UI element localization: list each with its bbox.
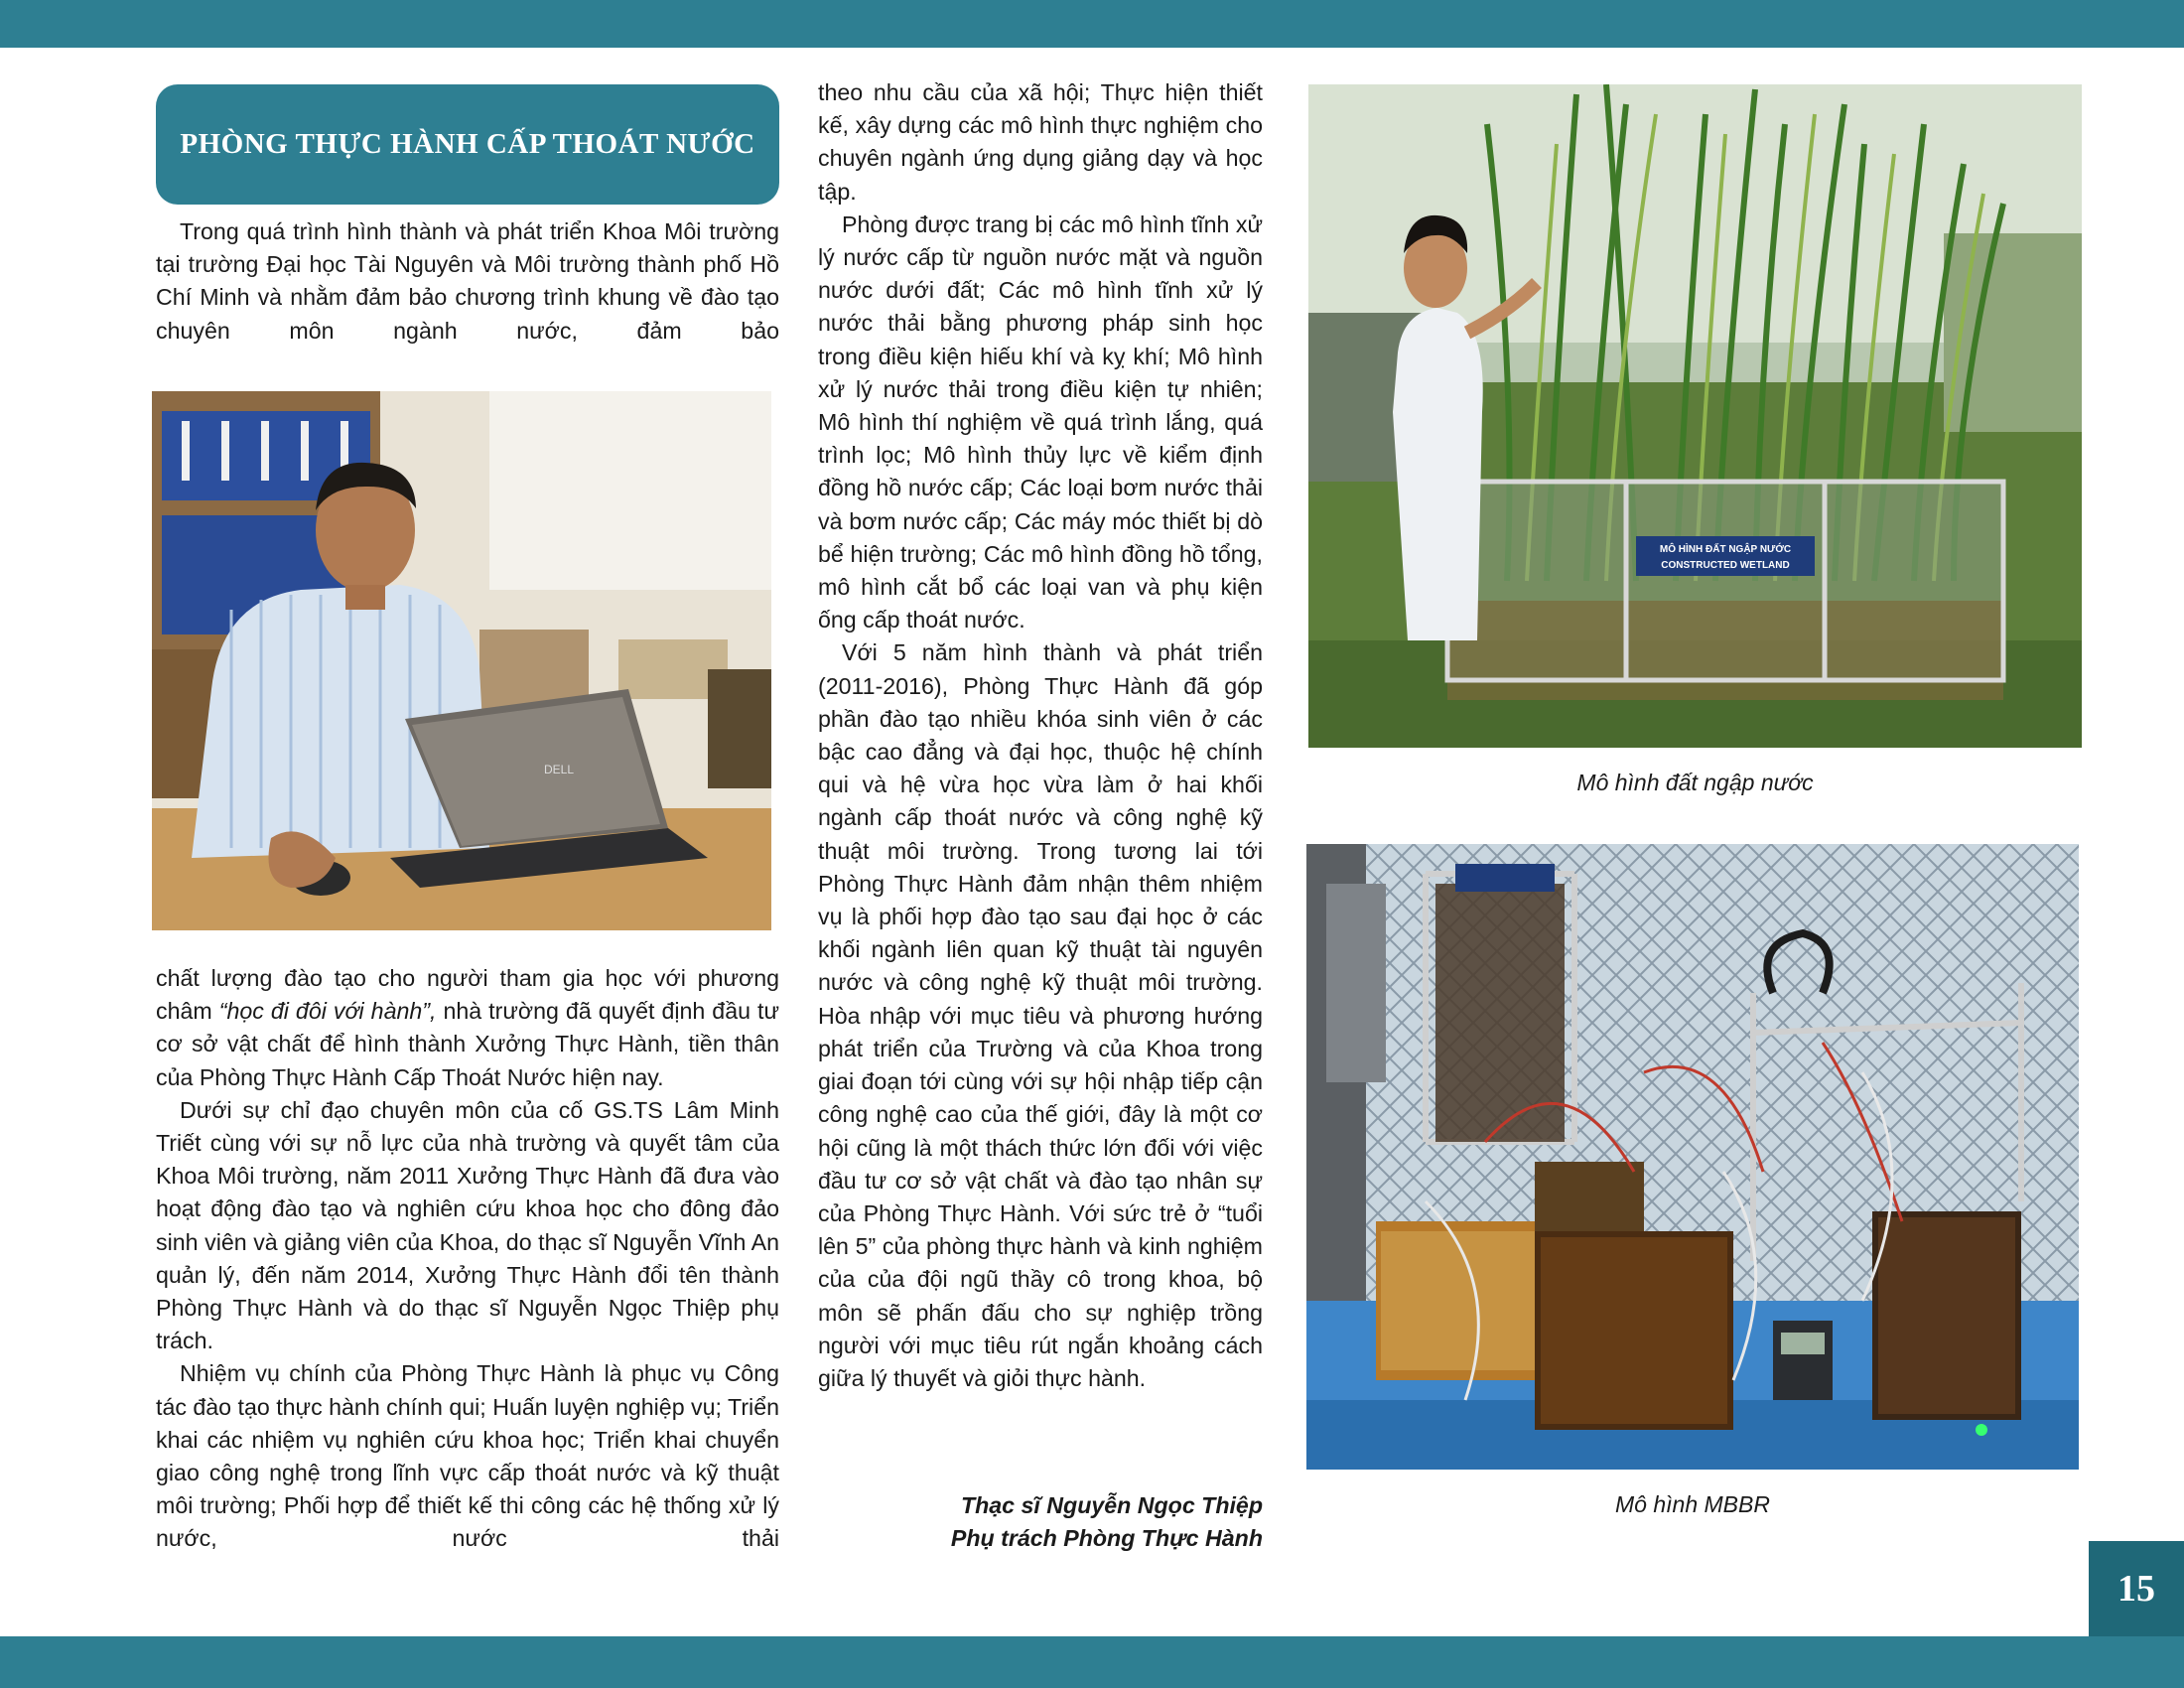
wetland-sign-line2: CONSTRUCTED WETLAND: [1661, 560, 1790, 571]
col2-text-block: [818, 76, 1263, 1395]
paragraph-development: Với 5 năm hình thành và phát triển (2011-2016), Phòng Thực Hành đã góp phần đào tạo nhiều khóa sinh viên ở các bậc cao đẳng và đại học, thuộc hệ chính qui và hệ vừa học vừa làm ở hai khối ngành cấp thoát nước và công nghệ kỹ thuật môi trường. Trong tương lai tới Phòng Thực Hành đảm nhận thêm nhiệm vụ là phối hợp đào tạo sau đại học ở các khối ngành liên quan kỹ thuật tài nguyên nước và công nghệ kỹ thuật môi trường. Hòa nhập với mục tiêu và phương hướng phát triển của Trường và của Khoa trong giai đoạn tới cùng với sự hội nhập tiếp cận công nghệ cao của thế giới, đây là một cơ hội cũng là một thách thức lớn đối với việc đầu tư cơ sở vật chất và đào tạo nhân sự của Phòng Thực Hành. Với sức trẻ ở “tuổi lên 5” của phòng thực hành và kinh nghiệm của của đội ngũ thầy cô trong khoa, bộ môn sẽ phấn đấu cho sự nghiệp trồng người với mục tiêu rút ngắn khoảng cách giữa lý thuyết và giỏi thực hành.: [818, 639, 1263, 1391]
author-signature: [814, 1489, 1263, 1555]
caption-wetland: Mô hình đất ngập nước: [1576, 770, 1814, 795]
laptop-logo: DELL: [544, 763, 575, 776]
author-name: Thạc sĩ Nguyễn Ngọc Thiệp: [960, 1492, 1263, 1518]
photo-man-laptop: [152, 391, 771, 930]
intro-text-block: [156, 215, 779, 348]
photo-constructed-wetland: [1308, 84, 2082, 748]
paragraph-mission-cont: theo nhu cầu của xã hội; Thực hiện thiết kế, xây dựng các mô hình thực nghiệm cho chuyên ngành ứng dụng giảng dạy và học tập.: [818, 79, 1263, 205]
photo-mbbr-model: [1306, 844, 2079, 1470]
author-role: Phụ trách Phòng Thực Hành: [950, 1525, 1263, 1551]
col1-text-block: [156, 962, 779, 1556]
bottom-bar: [0, 1636, 2184, 1688]
paragraph-motto: [156, 962, 779, 1094]
wetland-sign-line1: MÔ HÌNH ĐẤT NGẬP NƯỚC: [1659, 544, 1792, 555]
intro-paragraph: Trong quá trình hình thành và phát triển Khoa Môi trường tại trường Đại học Tài Nguyên và Môi trường thành phố Hồ Chí Minh và nhằm đảm bảo chương trình khung về đào tạo chuyên môn ngành nước, đảm bảo: [156, 218, 779, 344]
paragraph-history: Dưới sự chỉ đạo chuyên môn của cố GS.TS Lâm Minh Triết cùng với sự nỗ lực của nhà trường và quyết tâm của Khoa Môi trường, năm 2011 Xưởng Thực Hành đã đưa vào hoạt động đào tạo và nghiên cứu khoa học cho đông đảo sinh viên và giảng viên của Khoa, do thạc sĩ Nguyễn Vĩnh An quản lý, đến năm 2014, Xưởng Thực Hành đổi tên thành Phòng Thực Hành và do thạc sĩ Nguyễn Ngọc Thiệp phụ trách.: [156, 1096, 779, 1354]
page-number: 15: [2089, 1541, 2184, 1636]
caption-mbbr: Mô hình MBBR: [1615, 1491, 1770, 1517]
paragraph-equipment: Phòng được trang bị các mô hình tĩnh xử lý nước cấp từ nguồn nước mặt và nguồn nước dưới đất; Các mô hình tĩnh xử lý nước thải bằng phương pháp sinh học trong điều kiện hiếu khí và kỵ khí; Mô hình xử lý nước thải trong điều kiện tự nhiên; Mô hình thí nghiệm về quá trình lắng, quá trình lọc; Mô hình thủy lực về kiểm định đồng hồ nước cấp; Các loại bơm nước thải và bơm nước cấp; Các máy móc thiết bị dò bể hiện trường; Các mô hình đồng hồ tổng, mô hình cắt bổ các loại van và phụ kiện ống cấp thoát nước.: [818, 211, 1263, 633]
paragraph-mission: Nhiệm vụ chính của Phòng Thực Hành là phục vụ Công tác đào tạo thực hành chính qui; Huấn luyện nghiệp vụ; Triển khai các nhiệm vụ nghiên cứu khoa học; Triển khai chuyển giao công nghệ trong lĩnh vực cấp thoát nước và kỹ thuật môi trường; Phối hợp để thiết kế thi công các hệ thống xử lý nước, nước thải: [156, 1360, 779, 1552]
top-bar: [0, 0, 2184, 48]
paragraph-motto-text-a: chất lượng đào tạo cho người tham gia học với phương châm: [156, 965, 779, 1025]
motto-quote: “học đi đôi với hành”,: [218, 998, 437, 1025]
paragraph-motto-text-b: nhà trường đã quyết định đầu tư cơ sở vật chất để hình thành Xưởng Thực Hành, tiền thân của Phòng Thực Hành Cấp Thoát Nước hiện nay.: [156, 998, 779, 1090]
section-title: PHÒNG THỰC HÀNH CẤP THOÁT NƯỚC: [156, 84, 779, 205]
